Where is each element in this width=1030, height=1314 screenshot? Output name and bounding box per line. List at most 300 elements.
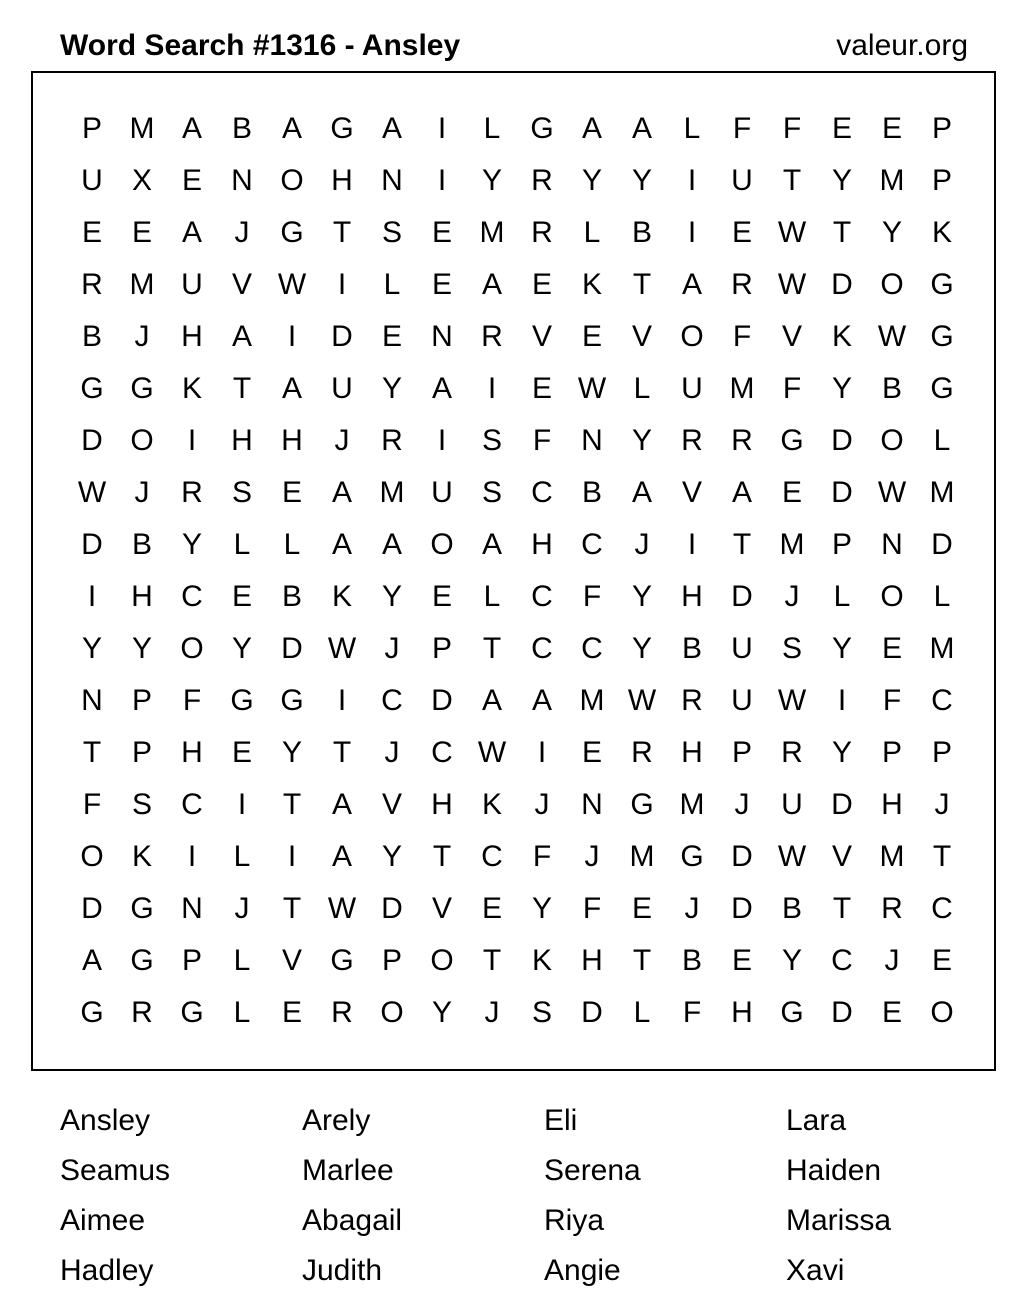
grid-cell[interactable]: J <box>684 892 700 925</box>
grid-cell[interactable]: Y <box>831 372 852 405</box>
grid-cell[interactable]: D <box>281 632 303 665</box>
grid-cell[interactable]: L <box>583 216 601 249</box>
grid-cell[interactable]: I <box>287 320 297 353</box>
grid-cell[interactable]: K <box>131 840 152 873</box>
grid-cell[interactable]: V <box>831 840 852 873</box>
grid-cell[interactable]: U <box>181 268 203 301</box>
grid-cell[interactable]: C <box>831 944 853 977</box>
grid-cell[interactable]: J <box>534 788 550 821</box>
grid-cell[interactable]: C <box>531 632 553 665</box>
grid-cell[interactable]: H <box>731 996 753 1029</box>
grid-cell[interactable]: N <box>881 528 903 561</box>
grid-cell[interactable]: A <box>631 112 652 145</box>
grid-cell[interactable]: A <box>481 268 502 301</box>
grid-cell[interactable]: A <box>481 528 502 561</box>
grid-cell[interactable]: P <box>931 164 952 197</box>
grid-cell[interactable]: J <box>484 996 500 1029</box>
grid-cell[interactable]: D <box>831 268 853 301</box>
grid-cell[interactable]: E <box>581 320 602 353</box>
grid-cell[interactable]: O <box>180 632 204 665</box>
grid-cell[interactable]: V <box>431 892 452 925</box>
grid-cell[interactable]: J <box>134 320 150 353</box>
grid-cell[interactable]: W <box>77 476 107 509</box>
grid-cell[interactable]: I <box>437 424 447 457</box>
grid-cell[interactable]: O <box>130 424 154 457</box>
grid-cell[interactable]: S <box>531 996 552 1029</box>
grid-cell[interactable]: P <box>181 944 202 977</box>
grid-cell[interactable]: E <box>731 944 752 977</box>
grid-cell[interactable]: J <box>384 632 400 665</box>
grid-cell[interactable]: K <box>581 268 602 301</box>
grid-cell[interactable]: J <box>934 788 950 821</box>
grid-cell[interactable]: M <box>879 840 905 873</box>
grid-cell[interactable]: L <box>633 372 651 405</box>
grid-cell[interactable]: O <box>80 840 104 873</box>
grid-cell[interactable]: O <box>880 424 904 457</box>
grid-cell[interactable]: B <box>231 112 252 145</box>
grid-cell[interactable]: R <box>881 892 903 925</box>
grid-cell[interactable]: F <box>782 372 802 405</box>
grid-cell[interactable]: E <box>731 216 752 249</box>
grid-cell[interactable]: G <box>680 840 704 873</box>
grid-cell[interactable]: G <box>780 424 804 457</box>
grid-cell[interactable]: Y <box>281 736 302 769</box>
grid-cell[interactable]: G <box>930 268 954 301</box>
grid-cell[interactable]: Y <box>781 944 802 977</box>
grid-cell[interactable]: D <box>731 580 753 613</box>
grid-cell[interactable]: N <box>231 164 253 197</box>
grid-cell[interactable]: C <box>181 788 203 821</box>
grid-cell[interactable]: F <box>182 684 202 717</box>
grid-cell[interactable]: W <box>627 684 657 717</box>
grid-cell[interactable]: A <box>331 528 352 561</box>
grid-cell[interactable]: C <box>431 736 453 769</box>
grid-cell[interactable]: T <box>332 736 352 769</box>
grid-cell[interactable]: M <box>479 216 505 249</box>
grid-cell[interactable]: P <box>381 944 402 977</box>
grid-cell[interactable]: E <box>431 580 452 613</box>
grid-cell[interactable]: H <box>881 788 903 821</box>
grid-cell[interactable]: E <box>281 996 302 1029</box>
grid-cell[interactable]: T <box>632 944 652 977</box>
grid-cell[interactable]: Y <box>631 424 652 457</box>
grid-cell[interactable]: U <box>781 788 803 821</box>
grid-cell[interactable]: A <box>181 112 202 145</box>
grid-cell[interactable]: E <box>581 736 602 769</box>
grid-cell[interactable]: T <box>932 840 952 873</box>
grid-cell[interactable]: T <box>832 216 852 249</box>
grid-cell[interactable]: F <box>782 112 802 145</box>
grid-cell[interactable]: T <box>282 892 302 925</box>
grid-cell[interactable]: W <box>777 268 807 301</box>
grid-cell[interactable]: M <box>729 372 755 405</box>
grid-cell[interactable]: A <box>281 112 302 145</box>
grid-cell[interactable]: I <box>337 684 347 717</box>
grid-cell[interactable]: V <box>531 320 552 353</box>
grid-cell[interactable]: P <box>731 736 752 769</box>
grid-cell[interactable]: J <box>884 944 900 977</box>
grid-cell[interactable]: P <box>931 112 952 145</box>
grid-cell[interactable]: S <box>481 476 502 509</box>
grid-cell[interactable]: D <box>731 840 753 873</box>
grid-cell[interactable]: B <box>631 216 652 249</box>
grid-cell[interactable]: E <box>431 268 452 301</box>
grid-cell[interactable]: F <box>732 320 752 353</box>
grid-cell[interactable]: E <box>781 476 802 509</box>
grid-cell[interactable]: G <box>180 996 204 1029</box>
grid-cell[interactable]: G <box>930 372 954 405</box>
grid-cell[interactable]: E <box>481 892 502 925</box>
grid-cell[interactable]: B <box>881 372 902 405</box>
grid-cell[interactable]: L <box>283 528 301 561</box>
grid-cell[interactable]: K <box>931 216 952 249</box>
grid-cell[interactable]: E <box>531 268 552 301</box>
grid-cell[interactable]: W <box>777 840 807 873</box>
grid-cell[interactable]: H <box>131 580 153 613</box>
grid-cell[interactable]: D <box>381 892 403 925</box>
grid-cell[interactable]: T <box>82 736 102 769</box>
grid-cell[interactable]: Y <box>231 632 252 665</box>
grid-cell[interactable]: G <box>130 944 154 977</box>
grid-cell[interactable]: R <box>81 268 103 301</box>
grid-cell[interactable]: M <box>629 840 655 873</box>
grid-cell[interactable]: Y <box>631 632 652 665</box>
grid-cell[interactable]: Y <box>631 164 652 197</box>
grid-cell[interactable]: D <box>331 320 353 353</box>
grid-cell[interactable]: R <box>731 424 753 457</box>
grid-cell[interactable]: R <box>131 996 153 1029</box>
grid-cell[interactable]: W <box>877 476 907 509</box>
grid-cell[interactable]: H <box>581 944 603 977</box>
grid-cell[interactable]: N <box>381 164 403 197</box>
grid-cell[interactable]: F <box>882 684 902 717</box>
grid-cell[interactable]: O <box>930 996 954 1029</box>
grid-cell[interactable]: J <box>584 840 600 873</box>
grid-cell[interactable]: U <box>681 372 703 405</box>
grid-cell[interactable]: E <box>931 944 952 977</box>
grid-cell[interactable]: H <box>681 736 703 769</box>
grid-cell[interactable]: Y <box>631 580 652 613</box>
grid-cell[interactable]: W <box>777 684 807 717</box>
grid-cell[interactable]: L <box>833 580 851 613</box>
grid-cell[interactable]: C <box>381 684 403 717</box>
grid-cell[interactable]: I <box>437 112 447 145</box>
grid-cell[interactable]: T <box>782 164 802 197</box>
grid-cell[interactable]: M <box>379 476 405 509</box>
grid-cell[interactable]: U <box>731 684 753 717</box>
grid-cell[interactable]: D <box>931 528 953 561</box>
grid-cell[interactable]: R <box>681 684 703 717</box>
grid-cell[interactable]: D <box>81 424 103 457</box>
grid-cell[interactable]: I <box>337 268 347 301</box>
grid-cell[interactable]: R <box>631 736 653 769</box>
grid-cell[interactable]: P <box>81 112 102 145</box>
grid-cell[interactable]: G <box>530 112 554 145</box>
grid-cell[interactable]: L <box>483 580 501 613</box>
grid-cell[interactable]: A <box>631 476 652 509</box>
grid-cell[interactable]: D <box>731 892 753 925</box>
grid-cell[interactable]: U <box>331 372 353 405</box>
grid-cell[interactable]: I <box>687 528 697 561</box>
grid-cell[interactable]: L <box>633 996 651 1029</box>
grid-cell[interactable]: P <box>831 528 852 561</box>
grid-cell[interactable]: K <box>331 580 352 613</box>
grid-cell[interactable]: I <box>687 216 697 249</box>
grid-cell[interactable]: J <box>734 788 750 821</box>
grid-cell[interactable]: H <box>181 736 203 769</box>
grid-cell[interactable]: M <box>929 476 955 509</box>
grid-cell[interactable]: L <box>483 112 501 145</box>
grid-cell[interactable]: O <box>380 996 404 1029</box>
grid-cell[interactable]: Y <box>131 632 152 665</box>
grid-cell[interactable]: Y <box>181 528 202 561</box>
grid-cell[interactable]: Y <box>581 164 602 197</box>
grid-cell[interactable]: B <box>581 476 602 509</box>
grid-cell[interactable]: E <box>181 164 202 197</box>
grid-cell[interactable]: R <box>181 476 203 509</box>
grid-cell[interactable]: I <box>187 840 197 873</box>
grid-cell[interactable]: V <box>231 268 252 301</box>
grid-cell[interactable]: T <box>482 632 502 665</box>
grid-cell[interactable]: X <box>131 164 152 197</box>
grid-cell[interactable]: L <box>683 112 701 145</box>
grid-cell[interactable]: V <box>381 788 402 821</box>
grid-cell[interactable]: J <box>134 476 150 509</box>
grid-cell[interactable]: F <box>532 840 552 873</box>
grid-cell[interactable]: S <box>231 476 252 509</box>
grid-cell[interactable]: T <box>332 216 352 249</box>
grid-cell[interactable]: E <box>381 320 402 353</box>
grid-cell[interactable]: U <box>731 632 753 665</box>
grid-cell[interactable]: H <box>181 320 203 353</box>
grid-cell[interactable]: O <box>680 320 704 353</box>
grid-cell[interactable]: Y <box>831 632 852 665</box>
grid-cell[interactable]: T <box>832 892 852 925</box>
grid-cell[interactable]: I <box>87 580 97 613</box>
grid-cell[interactable]: D <box>831 476 853 509</box>
grid-cell[interactable]: R <box>381 424 403 457</box>
grid-cell[interactable]: L <box>233 944 251 977</box>
grid-cell[interactable]: W <box>577 372 607 405</box>
grid-cell[interactable]: L <box>383 268 401 301</box>
grid-cell[interactable]: I <box>437 164 447 197</box>
grid-cell[interactable]: S <box>131 788 152 821</box>
grid-cell[interactable]: K <box>531 944 552 977</box>
grid-cell[interactable]: A <box>331 840 352 873</box>
grid-cell[interactable]: M <box>129 112 155 145</box>
grid-cell[interactable]: F <box>682 996 702 1029</box>
grid-cell[interactable]: O <box>880 268 904 301</box>
grid-cell[interactable]: C <box>181 580 203 613</box>
grid-cell[interactable]: F <box>582 580 602 613</box>
grid-cell[interactable]: U <box>81 164 103 197</box>
grid-cell[interactable]: N <box>581 788 603 821</box>
grid-cell[interactable]: W <box>277 268 307 301</box>
grid-cell[interactable]: I <box>187 424 197 457</box>
grid-cell[interactable]: G <box>330 112 354 145</box>
grid-cell[interactable]: A <box>231 320 252 353</box>
grid-cell[interactable]: Y <box>381 580 402 613</box>
grid-cell[interactable]: R <box>531 164 553 197</box>
grid-cell[interactable]: A <box>431 372 452 405</box>
grid-cell[interactable]: C <box>531 580 553 613</box>
grid-cell[interactable]: M <box>779 528 805 561</box>
grid-cell[interactable]: E <box>81 216 102 249</box>
grid-cell[interactable]: Y <box>481 164 502 197</box>
grid-cell[interactable]: H <box>531 528 553 561</box>
grid-cell[interactable]: W <box>327 632 357 665</box>
grid-cell[interactable]: E <box>231 736 252 769</box>
grid-cell[interactable]: A <box>281 372 302 405</box>
grid-cell[interactable]: J <box>784 580 800 613</box>
grid-cell[interactable]: T <box>732 528 752 561</box>
grid-cell[interactable]: V <box>631 320 652 353</box>
grid-cell[interactable]: Y <box>81 632 102 665</box>
grid-cell[interactable]: Y <box>881 216 902 249</box>
grid-cell[interactable]: J <box>384 736 400 769</box>
grid-cell[interactable]: A <box>581 112 602 145</box>
grid-cell[interactable]: O <box>280 164 304 197</box>
grid-cell[interactable]: D <box>831 996 853 1029</box>
grid-cell[interactable]: R <box>731 268 753 301</box>
grid-cell[interactable]: Y <box>381 372 402 405</box>
grid-cell[interactable]: P <box>931 736 952 769</box>
grid-cell[interactable]: M <box>579 684 605 717</box>
grid-cell[interactable]: G <box>780 996 804 1029</box>
grid-cell[interactable]: B <box>681 944 702 977</box>
grid-cell[interactable]: C <box>931 892 953 925</box>
grid-cell[interactable]: V <box>681 476 702 509</box>
grid-cell[interactable]: B <box>281 580 302 613</box>
grid-cell[interactable]: E <box>531 372 552 405</box>
grid-cell[interactable]: H <box>431 788 453 821</box>
grid-cell[interactable]: H <box>331 164 353 197</box>
grid-cell[interactable]: H <box>281 424 303 457</box>
grid-cell[interactable]: G <box>230 684 254 717</box>
grid-cell[interactable]: L <box>233 996 251 1029</box>
grid-cell[interactable]: T <box>282 788 302 821</box>
grid-cell[interactable]: E <box>881 112 902 145</box>
grid-cell[interactable]: Y <box>831 736 852 769</box>
grid-cell[interactable]: C <box>931 684 953 717</box>
grid-cell[interactable]: Y <box>381 840 402 873</box>
grid-cell[interactable]: G <box>280 684 304 717</box>
grid-cell[interactable]: V <box>281 944 302 977</box>
grid-cell[interactable]: S <box>781 632 802 665</box>
grid-cell[interactable]: O <box>430 528 454 561</box>
grid-cell[interactable]: T <box>232 372 252 405</box>
grid-cell[interactable]: A <box>481 684 502 717</box>
grid-cell[interactable]: A <box>381 528 402 561</box>
grid-cell[interactable]: S <box>481 424 502 457</box>
grid-cell[interactable]: A <box>81 944 102 977</box>
grid-cell[interactable]: G <box>280 216 304 249</box>
grid-cell[interactable]: G <box>80 996 104 1029</box>
grid-cell[interactable]: B <box>81 320 102 353</box>
grid-cell[interactable]: L <box>233 840 251 873</box>
grid-cell[interactable]: M <box>929 632 955 665</box>
grid-cell[interactable]: S <box>381 216 402 249</box>
grid-cell[interactable]: U <box>731 164 753 197</box>
grid-cell[interactable]: L <box>233 528 251 561</box>
grid-cell[interactable]: E <box>231 580 252 613</box>
grid-cell[interactable]: M <box>129 268 155 301</box>
grid-cell[interactable]: P <box>431 632 452 665</box>
grid-cell[interactable]: C <box>531 476 553 509</box>
grid-cell[interactable]: W <box>327 892 357 925</box>
grid-cell[interactable]: D <box>831 424 853 457</box>
grid-cell[interactable]: P <box>131 684 152 717</box>
grid-cell[interactable]: T <box>432 840 452 873</box>
grid-cell[interactable]: M <box>879 164 905 197</box>
grid-cell[interactable]: V <box>781 320 802 353</box>
grid-cell[interactable]: E <box>431 216 452 249</box>
grid-cell[interactable]: C <box>581 632 603 665</box>
grid-cell[interactable]: F <box>532 424 552 457</box>
grid-cell[interactable]: F <box>732 112 752 145</box>
grid-cell[interactable]: H <box>681 580 703 613</box>
grid-cell[interactable]: E <box>881 632 902 665</box>
grid-cell[interactable]: B <box>681 632 702 665</box>
grid-cell[interactable]: E <box>831 112 852 145</box>
grid-cell[interactable]: D <box>581 996 603 1029</box>
grid-cell[interactable]: L <box>933 580 951 613</box>
grid-cell[interactable]: G <box>130 372 154 405</box>
grid-cell[interactable]: K <box>831 320 852 353</box>
grid-cell[interactable]: R <box>481 320 503 353</box>
grid-cell[interactable]: T <box>632 268 652 301</box>
grid-cell[interactable]: W <box>477 736 507 769</box>
grid-cell[interactable]: R <box>681 424 703 457</box>
grid-cell[interactable]: I <box>237 788 247 821</box>
grid-cell[interactable]: D <box>831 788 853 821</box>
grid-cell[interactable]: A <box>331 788 352 821</box>
grid-cell[interactable]: C <box>481 840 503 873</box>
grid-cell[interactable]: E <box>131 216 152 249</box>
grid-cell[interactable]: N <box>81 684 103 717</box>
grid-cell[interactable]: E <box>881 996 902 1029</box>
grid-cell[interactable]: C <box>581 528 603 561</box>
grid-cell[interactable]: A <box>731 476 752 509</box>
grid-cell[interactable]: J <box>334 424 350 457</box>
grid-cell[interactable]: R <box>781 736 803 769</box>
grid-cell[interactable]: I <box>487 372 497 405</box>
grid-cell[interactable]: F <box>582 892 602 925</box>
grid-cell[interactable]: O <box>880 580 904 613</box>
grid-cell[interactable]: G <box>330 944 354 977</box>
grid-cell[interactable]: U <box>431 476 453 509</box>
grid-cell[interactable]: T <box>482 944 502 977</box>
grid-cell[interactable]: W <box>777 216 807 249</box>
grid-cell[interactable]: A <box>531 684 552 717</box>
grid-cell[interactable]: D <box>81 892 103 925</box>
grid-cell[interactable]: I <box>837 684 847 717</box>
grid-cell[interactable]: K <box>181 372 202 405</box>
grid-cell[interactable]: A <box>681 268 702 301</box>
grid-cell[interactable]: P <box>131 736 152 769</box>
grid-cell[interactable]: D <box>81 528 103 561</box>
grid-cell[interactable]: G <box>80 372 104 405</box>
grid-cell[interactable]: H <box>231 424 253 457</box>
grid-cell[interactable]: R <box>531 216 553 249</box>
grid-cell[interactable]: A <box>331 476 352 509</box>
grid-cell[interactable]: P <box>881 736 902 769</box>
grid-cell[interactable]: Y <box>531 892 552 925</box>
grid-cell[interactable]: E <box>631 892 652 925</box>
grid-cell[interactable]: O <box>430 944 454 977</box>
grid-cell[interactable]: Y <box>431 996 452 1029</box>
grid-cell[interactable]: J <box>634 528 650 561</box>
